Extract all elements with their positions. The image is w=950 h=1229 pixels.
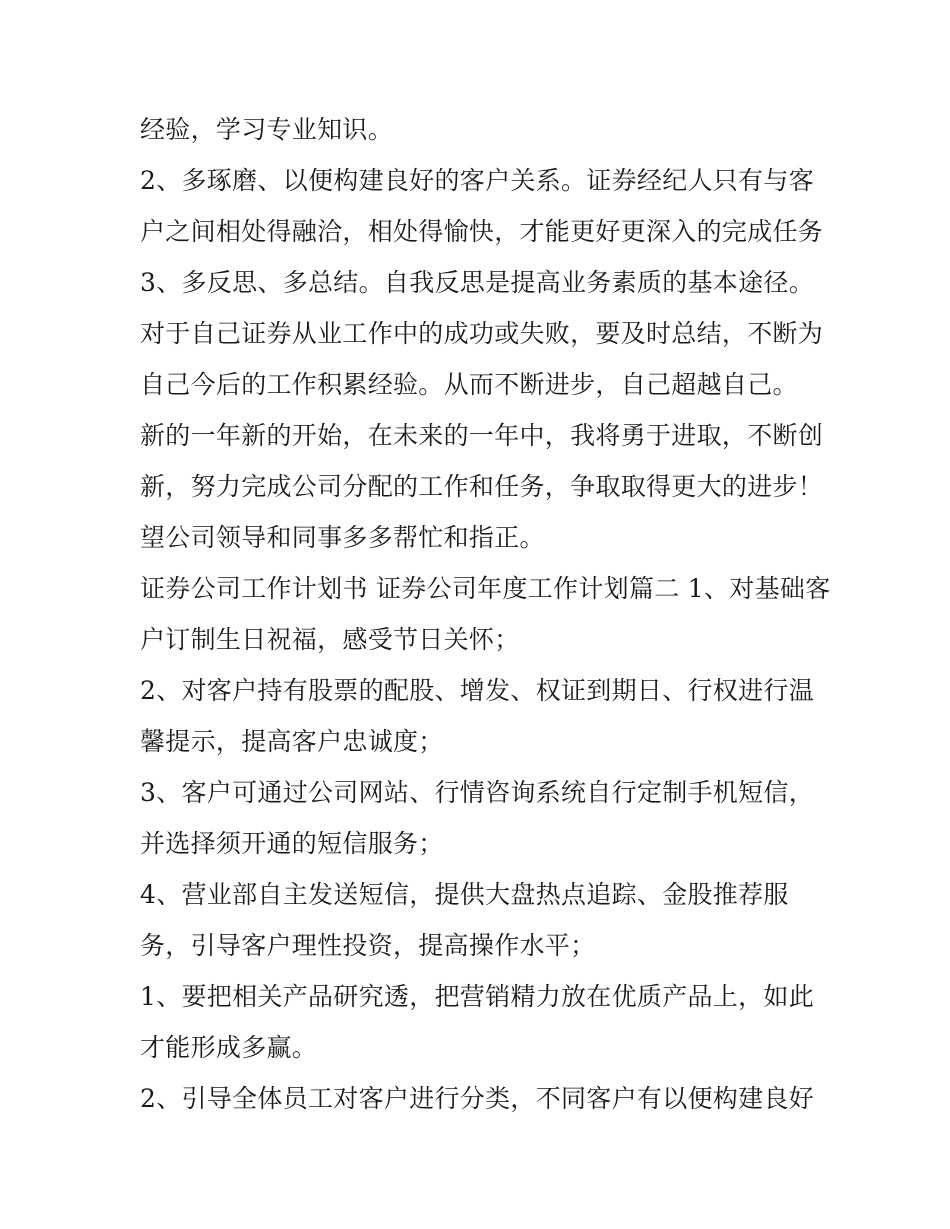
text-line: 并选择须开通的短信服务； [140, 829, 444, 858]
text-line: 新的一年新的开始，在未来的一年中，我将勇于进取，不断创 [140, 421, 824, 450]
text-line: 新，努力完成公司分配的工作和任务，争取取得更大的进步！ [140, 472, 824, 501]
text-line: 2、对客户持有股票的配股、增发、权证到期日、行权进行温 [140, 676, 815, 705]
text-line: 自己今后的工作积累经验。从而不断进步，自己超越自己。 [140, 370, 798, 399]
text-line: 2、引导全体员工对客户进行分类，不同客户有以便构建良好 [140, 1084, 815, 1113]
text-line: 馨提示，提高客户忠诚度； [140, 727, 444, 756]
text-line: 才能形成多赢。 [140, 1033, 318, 1062]
text-line: 2、多琢磨、以便构建良好的客户关系。证券经纪人只有与客 [140, 166, 815, 195]
text-line: 户订制生日祝福，感受节日关怀； [140, 625, 520, 654]
text-line: 对于自己证券从业工作中的成功或失败，要及时总结，不断为 [140, 319, 824, 348]
text-line: 务，引导客户理性投资，提高操作水平； [140, 931, 596, 960]
document-body [140, 104, 830, 1124]
text-line: 1、要把相关产品研究透，把营销精力放在优质产品上，如此 [140, 982, 815, 1011]
text-line: 望公司领导和同事多多帮忙和指正。 [140, 523, 545, 552]
text-line: 户之间相处得融洽，相处得愉快，才能更好更深入的完成任务 [140, 217, 824, 246]
text-line: 3、客户可通过公司网站、行情咨询系统自行定制手机短信， [140, 778, 815, 807]
text-line: 经验，学习专业知识。 [140, 115, 394, 144]
text-line: 4、营业部自主发送短信，提供大盘热点追踪、金股推荐服 [140, 880, 789, 909]
text-line: 证券公司工作计划书 证券公司年度工作计划篇二 1、对基础客 [140, 574, 831, 603]
text-line: 3、多反思、多总结。自我反思是提高业务素质的基本途径。 [140, 268, 815, 297]
